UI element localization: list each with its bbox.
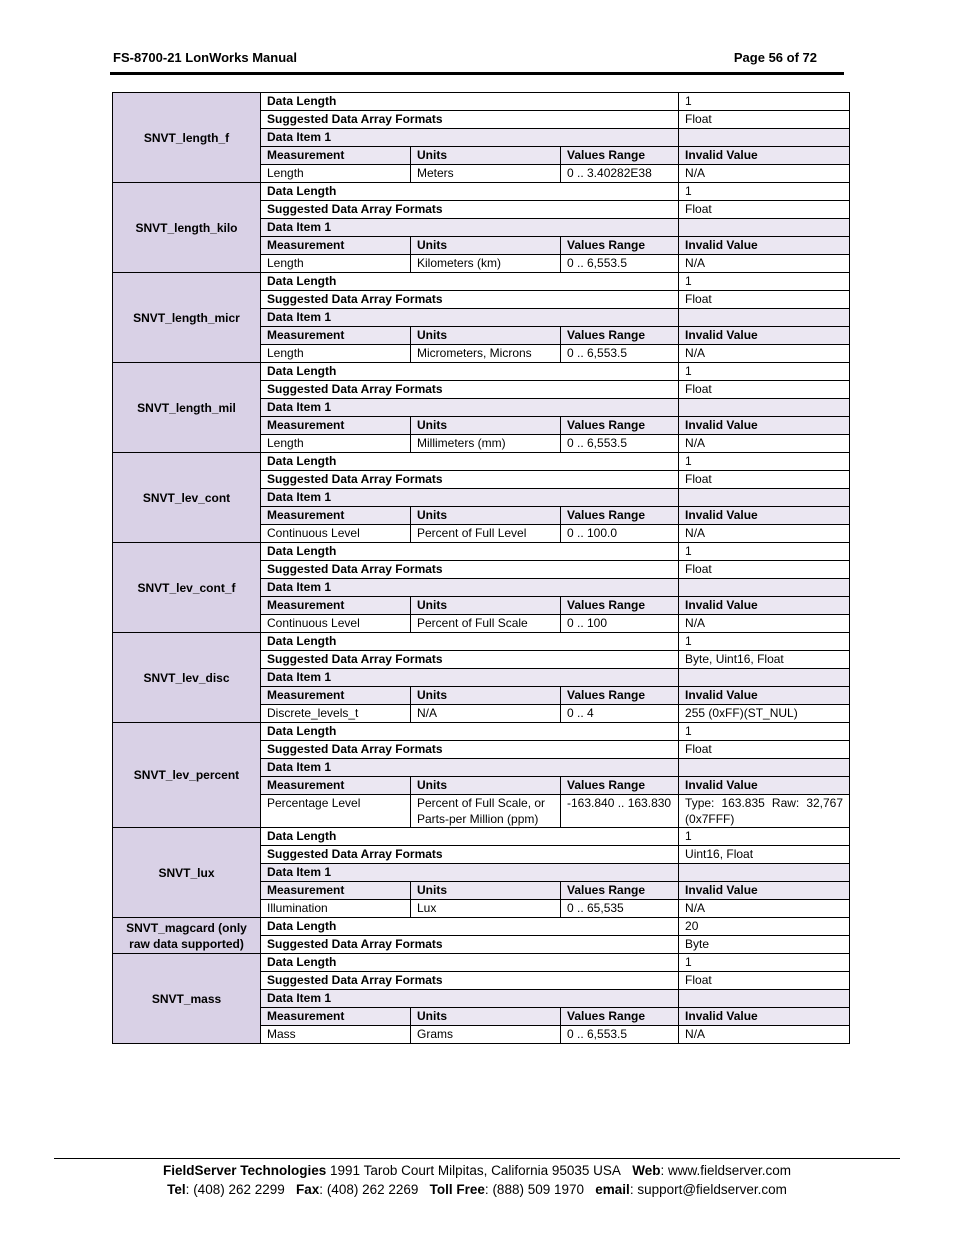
- data-item-blank: [679, 669, 850, 687]
- invalid-value: N/A: [679, 525, 850, 543]
- data-item-label: Data Item 1: [261, 219, 679, 237]
- table-row: [113, 723, 850, 741]
- measurement-value: Illumination: [261, 900, 411, 918]
- units-value: Meters: [411, 165, 561, 183]
- data-item-label: Data Item 1: [261, 864, 679, 882]
- invalid-value: N/A: [679, 1026, 850, 1044]
- data-length-label: Data Length: [261, 633, 679, 651]
- range-header: Values Range: [561, 597, 679, 615]
- units-value: Percent of Full Scale, or Parts-per Million (ppm): [411, 795, 561, 828]
- measurement-value: Discrete_levels_t: [261, 705, 411, 723]
- units-header: Units: [411, 147, 561, 165]
- measurement-value: Length: [261, 345, 411, 363]
- range-header: Values Range: [561, 237, 679, 255]
- data-length-label: Data Length: [261, 954, 679, 972]
- formats-value: Float: [679, 111, 850, 129]
- snvt-name: SNVT_length_micr: [113, 273, 261, 363]
- footer-fax: (408) 262 2269: [326, 1182, 419, 1197]
- footer-line-1: FieldServer Technologies 1991 Tarob Court Milpitas, California 95035 USA Web: www.fieldserver.com: [162, 1163, 792, 1178]
- snvt-name: SNVT_length_f: [113, 93, 261, 183]
- formats-value: Float: [679, 471, 850, 489]
- data-item-label: Data Item 1: [261, 579, 679, 597]
- snvt-name: SNVT_lev_cont: [113, 453, 261, 543]
- units-value: Percent of Full Scale: [411, 615, 561, 633]
- data-length-label: Data Length: [261, 828, 679, 846]
- formats-label: Suggested Data Array Formats: [261, 651, 679, 669]
- footer-line-2: Tel: (408) 262 2299 Fax: (408) 262 2269 Toll Free: (888) 509 1970 email: support@fieldserver.com: [167, 1182, 787, 1197]
- measurement-header: Measurement: [261, 1008, 411, 1026]
- units-header: Units: [411, 597, 561, 615]
- units-header: Units: [411, 1008, 561, 1026]
- footer-tollfree-label: Toll Free: [429, 1182, 485, 1197]
- table-row: [113, 954, 850, 972]
- table-row: [113, 543, 850, 561]
- footer-divider: [54, 1158, 900, 1159]
- measurement-header: Measurement: [261, 882, 411, 900]
- range-header: Values Range: [561, 327, 679, 345]
- data-length-value: 1: [679, 543, 850, 561]
- range-value: 0 .. 4: [561, 705, 679, 723]
- data-item-blank: [679, 129, 850, 147]
- data-length-value: 1: [679, 93, 850, 111]
- formats-value: Float: [679, 381, 850, 399]
- range-header: Values Range: [561, 147, 679, 165]
- data-length-value: 1: [679, 954, 850, 972]
- snvt-name: SNVT_lev_percent: [113, 723, 261, 828]
- units-header: Units: [411, 327, 561, 345]
- snvt-name: SNVT_mass: [113, 954, 261, 1044]
- range-header: Values Range: [561, 507, 679, 525]
- footer-address: 1991 Tarob Court Milpitas, California 95035 USA: [330, 1163, 621, 1178]
- data-item-label: Data Item 1: [261, 129, 679, 147]
- data-length-label: Data Length: [261, 723, 679, 741]
- footer-company: FieldServer Technologies: [162, 1163, 327, 1178]
- data-length-value: 20: [679, 918, 850, 936]
- measurement-value: Continuous Level: [261, 615, 411, 633]
- data-length-value: 1: [679, 363, 850, 381]
- data-length-value: 1: [679, 453, 850, 471]
- measurement-header: Measurement: [261, 687, 411, 705]
- invalid-value: N/A: [679, 435, 850, 453]
- data-length-label: Data Length: [261, 93, 679, 111]
- range-value: 0 .. 100.0: [561, 525, 679, 543]
- formats-value: Byte: [679, 936, 850, 954]
- data-length-value: 1: [679, 183, 850, 201]
- measurement-value: Mass: [261, 1026, 411, 1044]
- table-row: [113, 183, 850, 201]
- data-item-label: Data Item 1: [261, 489, 679, 507]
- formats-value: Float: [679, 741, 850, 759]
- units-header: Units: [411, 237, 561, 255]
- range-value: 0 .. 6,553.5: [561, 1026, 679, 1044]
- footer-web[interactable]: www.fieldserver.com: [668, 1163, 792, 1178]
- invalid-value: N/A: [679, 615, 850, 633]
- measurement-header: Measurement: [261, 147, 411, 165]
- data-length-label: Data Length: [261, 273, 679, 291]
- range-value: 0 .. 100: [561, 615, 679, 633]
- invalid-header: Invalid Value: [679, 1008, 850, 1026]
- footer-web-label: Web: [632, 1163, 661, 1178]
- measurement-header: Measurement: [261, 327, 411, 345]
- footer-tollfree: (888) 509 1970: [492, 1182, 585, 1197]
- invalid-header: Invalid Value: [679, 147, 850, 165]
- units-header: Units: [411, 687, 561, 705]
- data-item-blank: [679, 489, 850, 507]
- units-header: Units: [411, 882, 561, 900]
- range-value: 0 .. 6,553.5: [561, 435, 679, 453]
- invalid-header: Invalid Value: [679, 597, 850, 615]
- data-item-blank: [679, 579, 850, 597]
- footer-fax-label: Fax: [296, 1182, 320, 1197]
- formats-value: Float: [679, 972, 850, 990]
- formats-value: Float: [679, 201, 850, 219]
- data-length-label: Data Length: [261, 183, 679, 201]
- formats-label: Suggested Data Array Formats: [261, 972, 679, 990]
- range-header: Values Range: [561, 1008, 679, 1026]
- data-item-blank: [679, 219, 850, 237]
- range-header: Values Range: [561, 882, 679, 900]
- data-item-blank: [679, 990, 850, 1008]
- invalid-header: Invalid Value: [679, 237, 850, 255]
- data-item-label: Data Item 1: [261, 399, 679, 417]
- page-number: Page 56 of 72: [733, 50, 817, 65]
- table-row: [113, 273, 850, 291]
- data-item-label: Data Item 1: [261, 309, 679, 327]
- formats-label: Suggested Data Array Formats: [261, 471, 679, 489]
- data-item-blank: [679, 399, 850, 417]
- range-header: Values Range: [561, 417, 679, 435]
- range-header: Values Range: [561, 777, 679, 795]
- data-item-label: Data Item 1: [261, 669, 679, 687]
- invalid-header: Invalid Value: [679, 777, 850, 795]
- measurement-value: Length: [261, 165, 411, 183]
- measurement-value: Percentage Level: [261, 795, 411, 828]
- range-value: 0 .. 6,553.5: [561, 345, 679, 363]
- formats-value: Float: [679, 291, 850, 309]
- units-value: Grams: [411, 1026, 561, 1044]
- invalid-header: Invalid Value: [679, 882, 850, 900]
- invalid-header: Invalid Value: [679, 507, 850, 525]
- data-length-value: 1: [679, 273, 850, 291]
- snvt-name: SNVT_lev_disc: [113, 633, 261, 723]
- range-value: 0 .. 65,535: [561, 900, 679, 918]
- data-item-label: Data Item 1: [261, 759, 679, 777]
- data-length-value: 1: [679, 633, 850, 651]
- data-length-label: Data Length: [261, 543, 679, 561]
- snvt-name: SNVT_magcard (only raw data supported): [113, 918, 261, 954]
- invalid-value: N/A: [679, 900, 850, 918]
- measurement-header: Measurement: [261, 777, 411, 795]
- formats-label: Suggested Data Array Formats: [261, 936, 679, 954]
- formats-label: Suggested Data Array Formats: [261, 846, 679, 864]
- formats-value: Float: [679, 561, 850, 579]
- invalid-value: N/A: [679, 255, 850, 273]
- footer-email[interactable]: support@fieldserver.com: [637, 1182, 787, 1197]
- units-value: Millimeters (mm): [411, 435, 561, 453]
- units-header: Units: [411, 777, 561, 795]
- table-row: [113, 633, 850, 651]
- units-value: Micrometers, Microns: [411, 345, 561, 363]
- data-length-value: 1: [679, 828, 850, 846]
- invalid-value: N/A: [679, 345, 850, 363]
- data-length-label: Data Length: [261, 918, 679, 936]
- measurement-value: Length: [261, 435, 411, 453]
- table-row: [113, 828, 850, 846]
- measurement-header: Measurement: [261, 597, 411, 615]
- invalid-value: N/A: [679, 165, 850, 183]
- range-value: 0 .. 6,553.5: [561, 255, 679, 273]
- table-row: [113, 918, 850, 936]
- data-item-label: Data Item 1: [261, 990, 679, 1008]
- range-value: -163.840 .. 163.830: [561, 795, 679, 828]
- units-value: Kilometers (km): [411, 255, 561, 273]
- invalid-header: Invalid Value: [679, 327, 850, 345]
- invalid-value: 255 (0xFF)(ST_NUL): [679, 705, 850, 723]
- measurement-value: Continuous Level: [261, 525, 411, 543]
- data-length-label: Data Length: [261, 453, 679, 471]
- formats-label: Suggested Data Array Formats: [261, 561, 679, 579]
- units-value: Lux: [411, 900, 561, 918]
- table-row: [113, 453, 850, 471]
- units-value: N/A: [411, 705, 561, 723]
- invalid-header: Invalid Value: [679, 687, 850, 705]
- footer-email-label: email: [595, 1182, 630, 1197]
- range-header: Values Range: [561, 687, 679, 705]
- formats-label: Suggested Data Array Formats: [261, 741, 679, 759]
- snvt-name: SNVT_lev_cont_f: [113, 543, 261, 633]
- table-row: [113, 93, 850, 111]
- snvt-name: SNVT_length_kilo: [113, 183, 261, 273]
- snvt-name: SNVT_length_mil: [113, 363, 261, 453]
- data-item-blank: [679, 759, 850, 777]
- footer-tel-label: Tel: [167, 1182, 186, 1197]
- measurement-header: Measurement: [261, 417, 411, 435]
- formats-label: Suggested Data Array Formats: [261, 291, 679, 309]
- data-length-label: Data Length: [261, 363, 679, 381]
- snvt-table: [112, 92, 850, 1044]
- footer-tel: (408) 262 2299: [193, 1182, 285, 1197]
- formats-label: Suggested Data Array Formats: [261, 201, 679, 219]
- table-row: [113, 363, 850, 381]
- range-value: 0 .. 3.40282E38: [561, 165, 679, 183]
- invalid-value: Type: 163.835 Raw: 32,767 (0x7FFF): [679, 795, 850, 828]
- invalid-header: Invalid Value: [679, 417, 850, 435]
- formats-value: Uint16, Float: [679, 846, 850, 864]
- measurement-header: Measurement: [261, 237, 411, 255]
- measurement-header: Measurement: [261, 507, 411, 525]
- data-item-blank: [679, 309, 850, 327]
- formats-value: Byte, Uint16, Float: [679, 651, 850, 669]
- data-length-value: 1: [679, 723, 850, 741]
- document-title: FS-8700-21 LonWorks Manual: [113, 50, 297, 65]
- measurement-value: Length: [261, 255, 411, 273]
- formats-label: Suggested Data Array Formats: [261, 381, 679, 399]
- data-item-blank: [679, 864, 850, 882]
- formats-label: Suggested Data Array Formats: [261, 111, 679, 129]
- units-value: Percent of Full Level: [411, 525, 561, 543]
- units-header: Units: [411, 507, 561, 525]
- header-divider: [110, 72, 844, 75]
- snvt-name: SNVT_lux: [113, 828, 261, 918]
- units-header: Units: [411, 417, 561, 435]
